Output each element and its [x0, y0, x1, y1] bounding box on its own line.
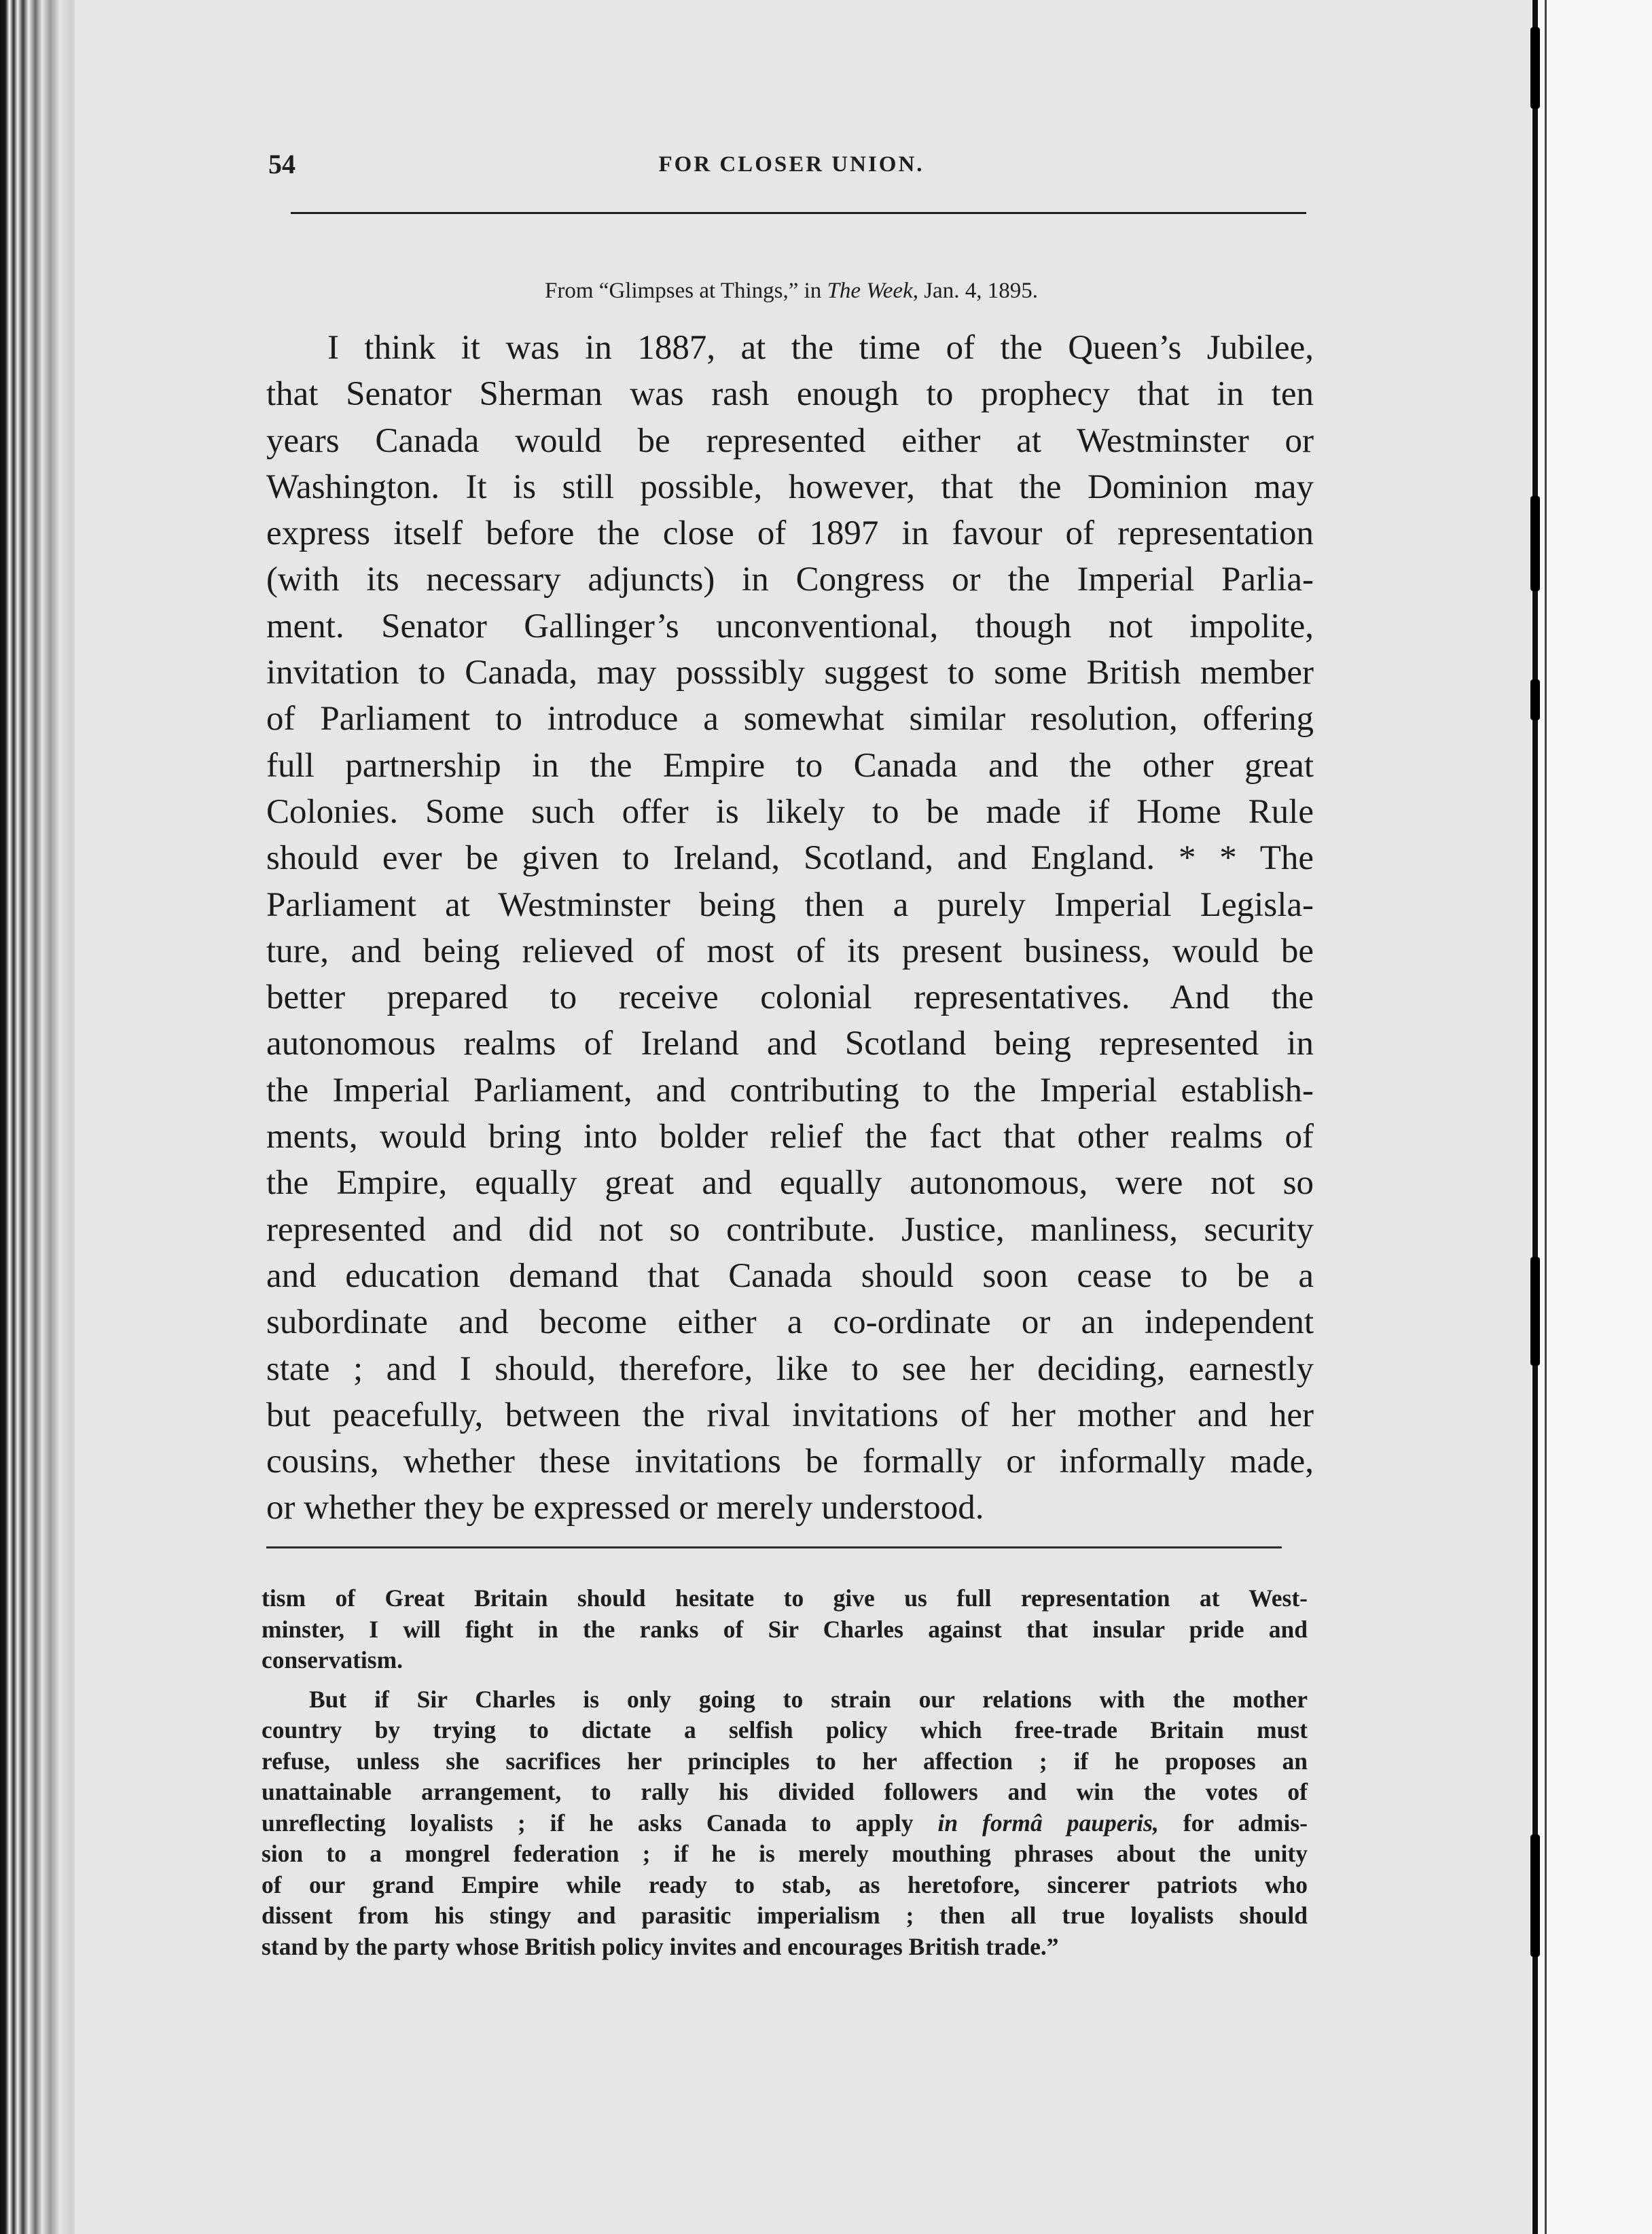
book-binding-edge	[0, 0, 82, 2234]
body-line: should ever be given to Ireland, Scotland, and England. * * The	[266, 839, 1314, 878]
body-line: Parliament at Westminster being then a purely Imperial Legisla-	[266, 885, 1314, 924]
body-line: Colonies. Some such offer is likely to be made if Home Rule	[266, 792, 1314, 831]
running-title: FOR CLOSER UNION.	[658, 152, 924, 177]
footnote-paragraph-1	[262, 1583, 1308, 1676]
footnote-line: sion to a mongrel federation ; if he is merely mouthing phrases about the unity	[262, 1840, 1308, 1867]
running-head	[268, 148, 1314, 189]
body-line: invitation to Canada, may posssibly suggest to some British member	[266, 654, 1314, 692]
body-line: better prepared to receive colonial representatives. And the	[266, 978, 1314, 1017]
footnote-line: conservatism.	[262, 1646, 403, 1673]
body-line: represented and did not so contribute. Justice, manliness, security	[266, 1210, 1314, 1249]
footnote-text: unreflecting loyalists ; if he asks Canada to apply	[262, 1809, 938, 1837]
source-date: , Jan. 4, 1895.	[912, 279, 1038, 303]
body-line: ture, and being relieved of most of its present business, would be	[266, 932, 1314, 970]
source-publication: The Week	[827, 279, 913, 303]
facing-page-edge	[1532, 0, 1652, 2234]
footnote-line: of our grand Empire while ready to stab, as heretofore, sincerer patriots who	[262, 1870, 1308, 1898]
body-line: ment. Senator Gallinger’s unconventional, though not impolite,	[266, 607, 1314, 645]
body-text	[266, 325, 1314, 1531]
footnote-line: refuse, unless she sacrifices her principles to her affection ; if he proposes an	[262, 1747, 1308, 1775]
body-line: subordinate and become either a co-ordinate or an independent	[266, 1303, 1314, 1342]
footnote-paragraph-2-continued	[262, 1839, 1308, 1962]
body-line: the Empire, equally great and equally autonomous, were not so	[266, 1164, 1314, 1203]
body-line: I think it was in 1887, at the time of the Queen’s Jubilee,	[327, 329, 1314, 367]
page-clip-mark	[1530, 679, 1540, 720]
page-number: 54	[268, 149, 295, 179]
body-line: that Senator Sherman was rash enough to prophecy that in ten	[266, 375, 1314, 414]
footnote-text: for admis-	[1158, 1809, 1308, 1837]
page-clip-mark	[1530, 1257, 1540, 1366]
body-line: cousins, whether these invitations be formally or informally made,	[266, 1442, 1314, 1481]
footnote-paragraph-2	[262, 1684, 1308, 1808]
source-citation	[268, 279, 1314, 304]
body-line: of Parliament to introduce a somewhat similar resolution, offering	[266, 700, 1314, 739]
body-line: autonomous realms of Ireland and Scotland being represented in	[266, 1025, 1314, 1063]
latin-phrase: in formâ pauperis,	[937, 1809, 1159, 1837]
page-clip-mark	[1530, 27, 1540, 109]
footnote-line	[262, 1808, 1308, 1839]
body-line: full partnership in the Empire to Canada and the other great	[266, 746, 1314, 785]
footnote-line: tism of Great Britain should hesitate to give us full representation at West-	[262, 1584, 1308, 1612]
body-line: state ; and I should, therefore, like to see her deciding, earnestly	[266, 1349, 1314, 1388]
footnote-line: stand by the party whose British policy invites and encourages British trade.”	[262, 1932, 1059, 1960]
body-line: Washington. It is still possible, however, that the Dominion may	[266, 467, 1314, 506]
footnote-line: unattainable arrangement, to rally his divided followers and win the votes of	[262, 1778, 1308, 1805]
footnote-line: But if Sir Charles is only going to strain our relations with the mother	[309, 1685, 1308, 1713]
header-rule	[291, 212, 1306, 214]
paragraph-gap	[262, 1676, 1308, 1684]
page-clip-mark	[1530, 496, 1540, 591]
footnote-line: minster, I will fight in the ranks of Sir Charles against that insular pride and	[262, 1615, 1308, 1643]
footnote	[262, 1583, 1308, 1962]
body-line: (with its necessary adjuncts) in Congress or the Imperial Parlia-	[266, 561, 1314, 599]
body-line: and education demand that Canada should soon cease to be a	[266, 1256, 1314, 1295]
body-line: the Imperial Parliament, and contributing to the Imperial establish-	[266, 1071, 1314, 1110]
footnote-line: country by trying to dictate a selfish policy which free-trade Britain must	[262, 1716, 1308, 1743]
body-line: but peacefully, between the rival invitations of her mother and her	[266, 1396, 1314, 1434]
body-line: express itself before the close of 1897 in favour of representation	[266, 514, 1314, 553]
footnote-rule	[266, 1546, 1282, 1548]
body-line: years Canada would be represented either at Westminster or	[266, 421, 1314, 460]
footnote-line: dissent from his stingy and parasitic imperialism ; then all true loyalists should	[262, 1902, 1308, 1929]
body-line: or whether they be expressed or merely understood.	[266, 1489, 984, 1527]
page-gutter-line-thin	[1545, 0, 1547, 2234]
page-clip-mark	[1530, 1834, 1540, 1957]
source-prefix: From “Glimpses at Things,” in	[545, 279, 827, 303]
body-line: ments, would bring into bolder relief the fact that other realms of	[266, 1118, 1314, 1156]
